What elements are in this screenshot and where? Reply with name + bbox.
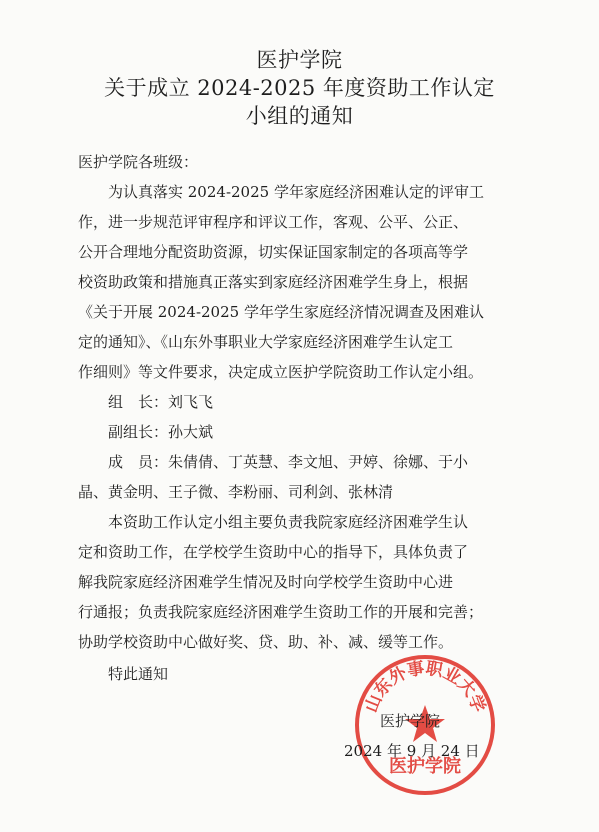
- para2-line: 解我院家庭经济困难学生情况及时向学校学生资助中心进: [78, 573, 454, 591]
- vice-leader-line: 副组长：孙大斌: [108, 423, 214, 441]
- para1-line: 《关于开展 2024-2025 学年学生家庭经济情况调查及困难认: [78, 303, 484, 321]
- members-line: 晶、黄金明、王子微、李粉丽、司利剑、张林清: [78, 483, 394, 501]
- signature-date: 2024 年 9 月 24 日: [344, 742, 480, 760]
- closing-line: 特此通知: [108, 665, 169, 683]
- para1-line: 作，进一步规范评审程序和评议工作，客观、公平、公正、: [78, 213, 469, 231]
- leader-line: 组 长：刘飞飞: [108, 393, 214, 411]
- seal-arc-text: 山东外事职业大学: [361, 658, 489, 716]
- doc-title-sub: 小组的通知: [245, 104, 354, 128]
- salutation: 医护学院各班级：: [78, 153, 199, 171]
- para2-line: 定和资助工作，在学校学生资助中心的指导下，具体负责了: [78, 543, 469, 561]
- para1-line: 为认真落实 2024-2025 学年家庭经济困难认定的评审工: [108, 183, 484, 201]
- para1-line: 校资助政策和措施真正落实到家庭经济困难学生身上，根据: [78, 273, 469, 291]
- para2-line: 协助学校资助中心做好奖、贷、助、补、减、缓等工作。: [78, 633, 454, 651]
- doc-title-org: 医护学院: [256, 48, 343, 72]
- signature-org: 医护学院: [380, 712, 441, 730]
- para1-line: 作细则》等文件要求，决定成立医护学院资助工作认定小组。: [78, 363, 484, 381]
- doc-title-main: 关于成立 2024-2025 年度资助工作认定: [104, 76, 495, 100]
- para2-line: 本资助工作认定小组主要负责我院家庭经济困难学生认: [108, 513, 469, 531]
- members-line: 成 员：朱倩倩、丁英慧、李文旭、尹婷、徐娜、于小: [108, 453, 469, 471]
- para2-line: 行通报；负责我院家庭经济困难学生资助工作的开展和完善；: [78, 603, 484, 621]
- para1-line: 定的通知》、《山东外事职业大学家庭经济困难学生认定工: [78, 333, 454, 351]
- seal-center-text: 医护学院: [389, 756, 461, 777]
- para1-line: 公开合理地分配资助资源，切实保证国家制定的各项高等学: [78, 243, 469, 261]
